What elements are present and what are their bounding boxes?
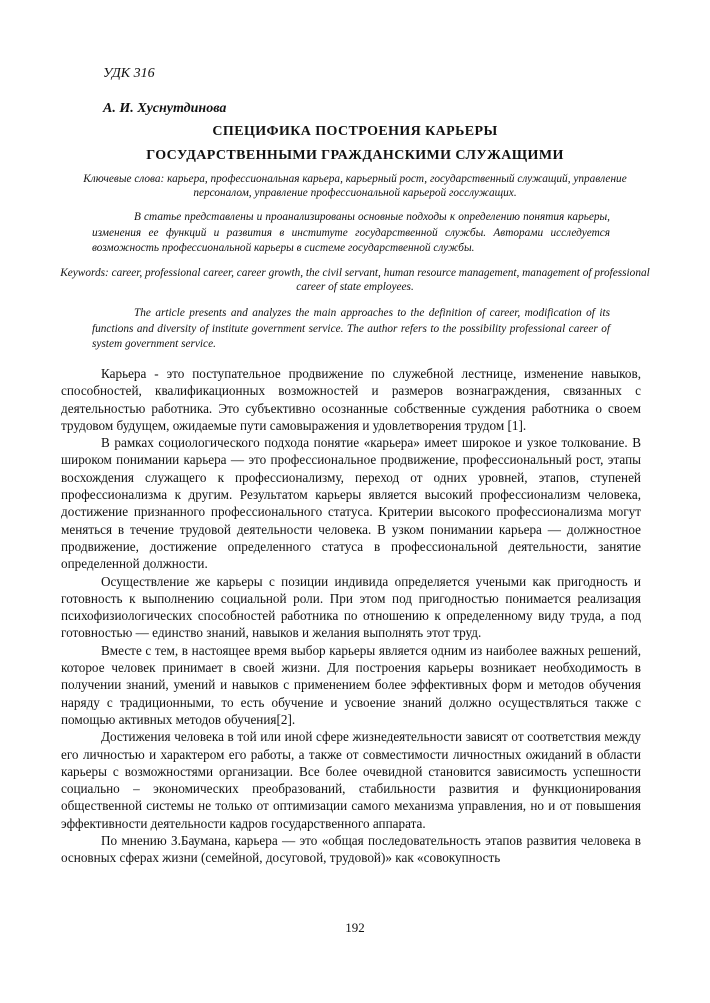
keywords-english: Keywords: career, professional career, career growth, the civil servant, human resource management, management of professional career of state employees. bbox=[60, 267, 650, 293]
article-title-line-1: СПЕЦИФИКА ПОСТРОЕНИЯ КАРЬЕРЫ bbox=[212, 124, 498, 139]
body-paragraph: Карьера - это поступательное продвижение по служебной лестнице, изменение навыков, способностей, квалификационных возможностей и размеров вознаграждения, связанных с деятельностью работника. Это субъективно осознанные собственные суждения работника о своем трудовом будущем, ожидаемые пути самовыражения и удовлетворения трудом [1]. bbox=[61, 366, 641, 433]
abstract-english: The article presents and analyzes the main approaches to the definition of career, modification of its functions and diversity of institute government service. The author refers to the possibility professional career of system government service. bbox=[92, 307, 610, 350]
body-paragraph: По мнению З.Баумана, карьера — это «общая последовательность этапов развития человека в основных сферах жизни (семейной, досуговой, трудовой)» как «совокупность bbox=[61, 833, 641, 866]
body-paragraph: Вместе с тем, в настоящее время выбор карьеры является одним из наиболее важных решений, которое человек принимает в своей жизни. Для построения карьеры возникает необходимость в получении знаний, умений и навыков с применением более эффективных форм и методов обучения наряду с традиционными, то есть обучение и усвоение знаний должно осуществляться также с помощью активных методов обучения[2]. bbox=[61, 642, 641, 727]
keywords-russian: Ключевые слова: карьера, профессиональная карьера, карьерный рост, государственный служащий, управление персоналом, управление профессиональной карьерой госслужащих. bbox=[83, 173, 627, 199]
body-paragraph: Достижения человека в той или иной сфере жизнедеятельности зависят от соответствия между его личностью и характером его работы, а также от совместимости личностных ожиданий в области карьеры с возможностями организации. Все более очевидной становится зависимость успешности социально – экономических преобразований, стабильности развития и функционирования общественной системы не только от оптимизации самого механизма управления, но и от повышения эффективности деятельности кадров государственного аппарата. bbox=[61, 729, 641, 831]
abstract-russian: В статье представлены и проанализированы основные подходы к определению понятия карьеры, изменения ее функций и развития в институте государственной службы. Авторами исследуется возможность профессиональной карьеры в системе государственной службы. bbox=[92, 211, 610, 254]
page-number: 192 bbox=[345, 920, 365, 935]
article-body bbox=[61, 365, 641, 867]
author-name: А. И. Хуснутдинова bbox=[103, 101, 227, 116]
body-paragraph: В рамках социологического подхода понятие «карьера» имеет широкое и узкое толкование. В широком понимании карьера — это профессиональное продвижение, профессиональный рост, этапы восхождения служащего к профессионализму, переход от одних уровней, этапов, ступеней профессионализма к другим. Результатом карьеры является высокий профессионализм человека, достижение признанного профессионального статуса. Критерии высокого профессионализма могут меняться в течение трудовой деятельности человека. В узком понимании карьера — должностное продвижение, достижение определенного статуса в профессиональной деятельности, занятие определенной должности. bbox=[61, 435, 641, 572]
udk-code: УДК 316 bbox=[103, 66, 155, 81]
article-title-line-2: ГОСУДАРСТВЕННЫМИ ГРАЖДАНСКИМИ СЛУЖАЩИМИ bbox=[146, 148, 564, 163]
body-paragraph: Осуществление же карьеры с позиции индивида определяется учеными как пригодность и готовность к выполнению социальной роли. При этом под пригодностью понимается реализация психофизиологических способностей работника по отношению к определенному виду труда, а под готовностью — единство знаний, навыков и желания выполнять этот труд. bbox=[61, 573, 641, 641]
